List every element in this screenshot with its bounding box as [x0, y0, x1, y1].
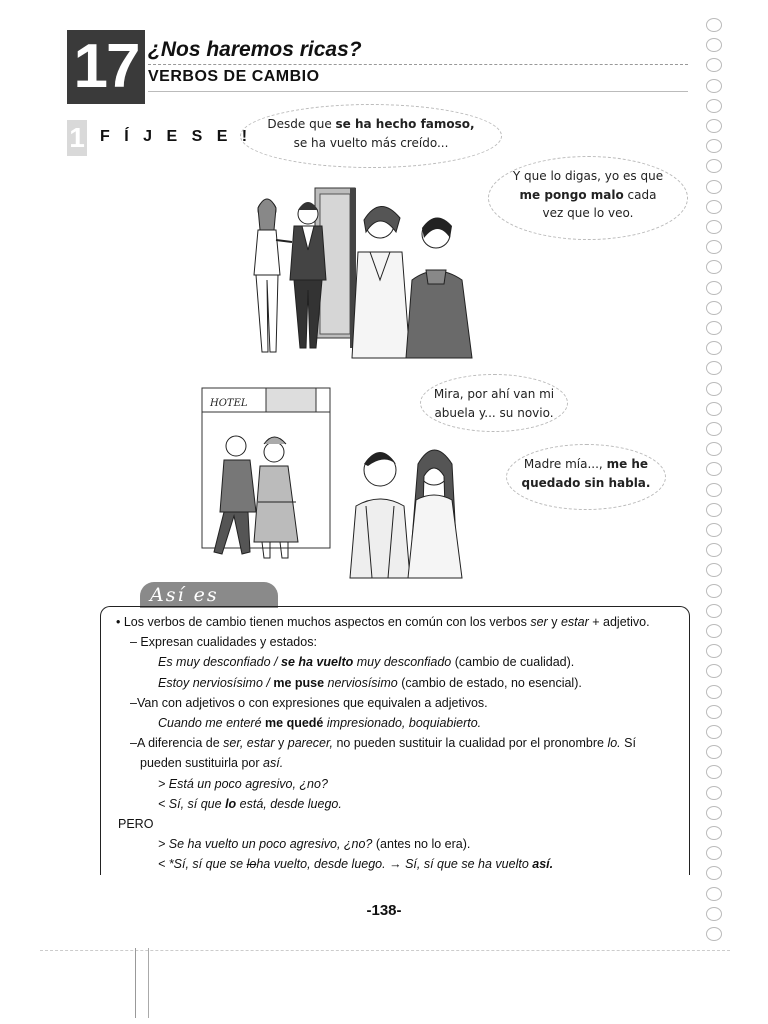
- bubble-3-line-2: abuela y... su novio.: [434, 405, 554, 420]
- example-7: [108, 854, 688, 874]
- bubble-2-rest: cada: [627, 187, 657, 202]
- binding-ring: [706, 462, 722, 476]
- example-1-c: muy desconfiado: [356, 655, 452, 670]
- rule-3-b: no pueden sustituir la cualidad por el pronombre: [336, 736, 604, 751]
- example-4: [108, 774, 688, 794]
- example-4-text: > Está un poco agresivo, ¿no?: [158, 776, 328, 791]
- example-2-a: Estoy nerviosísimo /: [158, 675, 270, 690]
- spiral-binding: [700, 18, 730, 948]
- binding-ring: [706, 705, 722, 719]
- bubble-4-bold-a: me he: [606, 457, 649, 471]
- bubble-1-text-bold: se ha hecho famoso,: [335, 117, 475, 131]
- page-number: -138-: [366, 902, 402, 919]
- bubble-1-text-a: Desde que: [267, 117, 332, 131]
- example-1-d: (cambio de cualidad).: [454, 655, 575, 670]
- binding-ring: [706, 260, 722, 274]
- binding-ring: [706, 927, 722, 941]
- binding-ring: [706, 341, 722, 355]
- binding-ring: [706, 604, 722, 618]
- binding-ring: [706, 523, 722, 537]
- binding-ring: [706, 220, 722, 234]
- binding-ring: [706, 846, 722, 860]
- example-5-b: lo: [225, 796, 237, 811]
- binding-ring: [706, 301, 722, 315]
- grammar-notes: [108, 612, 688, 875]
- example-7-b: ha vuelto, desde luego. →: [256, 857, 402, 872]
- rule-2: –Van con adjetivos o con expresiones que equivalen a adjetivos.: [130, 695, 488, 710]
- rule-3-c: Sí: [624, 736, 636, 751]
- svg-text:HOTEL: HOTEL: [210, 398, 248, 409]
- example-1-a: Es muy desconfiado /: [158, 655, 278, 670]
- speech-bubble-3: [420, 374, 568, 432]
- binding-ring: [706, 79, 722, 93]
- bubble-4-bold-b: quedado sin habla.: [521, 475, 651, 490]
- unit-number-badge: 17: [67, 30, 145, 104]
- page-subtitle: VERBOS DE CAMBIO: [148, 68, 320, 85]
- example-7-d: así.: [532, 857, 554, 872]
- example-1: [108, 652, 688, 672]
- bottom-rule: [40, 950, 730, 951]
- rule-bullet-y: y: [551, 615, 558, 629]
- rule-3-a: –A diferencia de: [130, 736, 220, 751]
- example-5-a: < Sí, sí que: [158, 796, 222, 811]
- pero-label: PERO: [118, 817, 154, 832]
- binding-ring: [706, 483, 722, 497]
- speech-bubble-4: [506, 444, 666, 510]
- binding-ring: [706, 422, 722, 436]
- binding-ring: [706, 624, 722, 638]
- rule-3-lo: lo.: [607, 736, 621, 751]
- binding-ring: [706, 321, 722, 335]
- rule-3-line-2: [108, 753, 688, 773]
- binding-ring: [706, 159, 722, 173]
- example-6: [108, 834, 688, 854]
- rule-3-y: y: [278, 736, 285, 751]
- section-number-badge: 1: [67, 120, 87, 156]
- rule-bullet-text: Los verbos de cambio tienen muchos aspectos en común con los verbos: [123, 615, 527, 629]
- binding-ring: [706, 180, 722, 194]
- example-7-struck-lo: lo: [246, 857, 257, 872]
- binding-ring: [706, 584, 722, 598]
- binding-ring: [706, 503, 722, 517]
- example-5-c: está, desde luego.: [239, 796, 342, 811]
- bubble-3-line-1: Mira, por ahí van mi: [433, 387, 555, 401]
- binding-ring: [706, 281, 722, 295]
- example-2-d: (cambio de estado, no esencial).: [401, 675, 582, 690]
- bubble-2-bold: me pongo malo: [519, 187, 624, 202]
- page-title: ¿Nos haremos ricas?: [148, 38, 362, 61]
- rule-1: – Expresan cualidades y estados:: [130, 635, 317, 650]
- asi-es-tab: Así es: [140, 582, 278, 608]
- binding-ring: [706, 18, 722, 32]
- rule-3: [108, 733, 688, 753]
- example-7-c: Sí, sí que se ha vuelto: [405, 857, 529, 872]
- rule-3-ser: ser, estar: [223, 736, 275, 751]
- binding-ring: [706, 745, 722, 759]
- binding-ring: [706, 563, 722, 577]
- illustration-grandmother-couple: [196, 382, 336, 572]
- rule-bullet-end: + adjetivo.: [592, 615, 650, 629]
- example-3-c: impresionado, boquiabierto.: [326, 716, 482, 731]
- speech-bubble-1: [240, 104, 502, 168]
- binding-ring: [706, 58, 722, 72]
- binding-ring: [706, 139, 722, 153]
- example-7-a: < *Sí, sí que se: [158, 857, 244, 872]
- gutter-line-2: [148, 948, 149, 1018]
- illustration-two-girls: [346, 430, 476, 580]
- binding-ring: [706, 361, 722, 375]
- binding-ring: [706, 99, 722, 113]
- binding-ring: [706, 765, 722, 779]
- binding-ring: [706, 382, 722, 396]
- binding-ring: [706, 826, 722, 840]
- example-6-a: > Se ha vuelto un poco agresivo, ¿no?: [158, 837, 373, 852]
- example-2-c: nerviosísimo: [327, 675, 398, 690]
- binding-ring: [706, 866, 722, 880]
- example-5: [108, 794, 688, 814]
- binding-ring: [706, 725, 722, 739]
- speech-bubble-2: [488, 156, 688, 240]
- rule-bullet-ser: ser: [530, 615, 548, 629]
- section-heading: F Í J E S E !: [100, 128, 253, 145]
- rule-3-parecer: parecer,: [287, 736, 333, 751]
- example-6-b: (antes no lo era).: [375, 837, 471, 852]
- example-3: [108, 713, 688, 733]
- rule-3-asi: así.: [263, 756, 284, 771]
- binding-ring: [706, 38, 722, 52]
- example-3-b: me quedé: [265, 716, 324, 731]
- binding-ring: [706, 806, 722, 820]
- example-1-b: se ha vuelto: [281, 655, 354, 670]
- binding-ring: [706, 402, 722, 416]
- rule-3-line-2-text: pueden sustituirla por: [140, 756, 260, 771]
- binding-ring: [706, 442, 722, 456]
- binding-ring: [706, 200, 722, 214]
- rule-bullet: • Los verbos de cambio tienen muchos aspectos en común con los verbos ser y estar + adjetivo.: [116, 615, 650, 629]
- binding-ring: [706, 240, 722, 254]
- example-2: [108, 673, 688, 693]
- rule-bullet-estar: estar: [560, 615, 589, 629]
- binding-ring: [706, 786, 722, 800]
- bubble-4-text-a: Madre mía...,: [523, 457, 603, 471]
- binding-ring: [706, 543, 722, 557]
- gutter-line-1: [135, 948, 136, 1018]
- example-3-a: Cuando me enteré: [158, 716, 262, 731]
- binding-ring: [706, 664, 722, 678]
- binding-ring: [706, 685, 722, 699]
- example-2-b: me puse: [273, 675, 325, 690]
- illustration-celebrity-scene: [240, 180, 490, 360]
- header-rule-top: [148, 64, 688, 65]
- bubble-2-line-3: vez que lo veo.: [542, 206, 634, 221]
- binding-ring: [706, 119, 722, 133]
- header-rule-bottom: [148, 91, 688, 92]
- bubble-2-line-1: Y que lo digas, yo es que: [512, 169, 664, 183]
- bubble-1-text-b: se ha vuelto más creído...: [293, 135, 449, 150]
- binding-ring: [706, 644, 722, 658]
- binding-ring: [706, 887, 722, 901]
